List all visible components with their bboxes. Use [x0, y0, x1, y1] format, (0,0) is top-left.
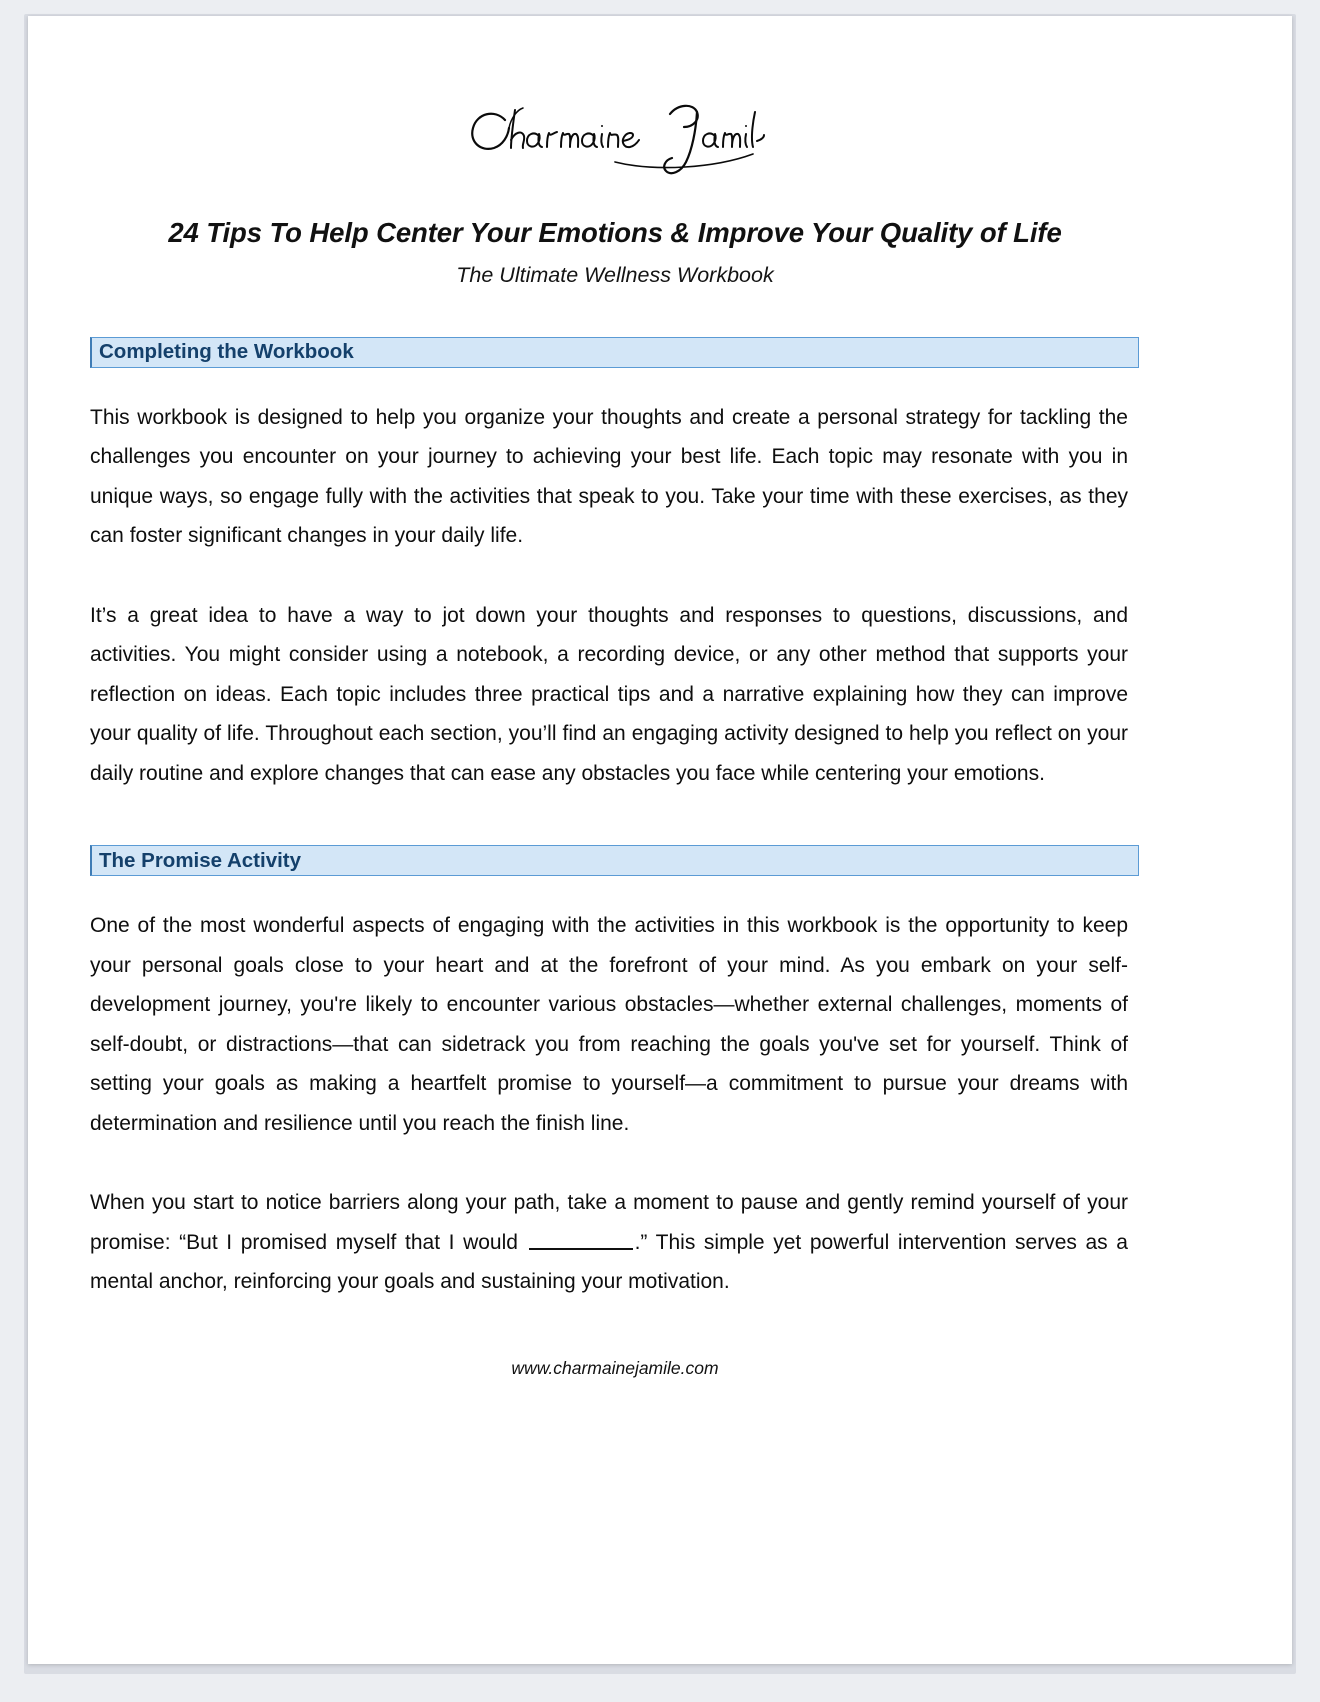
document-subtitle: The Ultimate Wellness Workbook [456, 263, 774, 287]
brand-logo [90, 90, 1140, 182]
page-content [90, 16, 1140, 1379]
paragraph: One of the most wonderful aspects of engaging with the activities in this workbook is the opportunity to keep your personal goals close to your heart and at the forefront of your mind. As you embark on your self-development journey, you're likely to encounter various obstacles—whether external challenges, moments of self-doubt, or distractions—that can sidetrack you from reaching the goals you've set for yourself. Think of setting your goals as making a heartfelt promise to yourself—a commitment to pursue your dreams with determination and resilience until you reach the finish line. [90, 914, 1128, 1135]
document-title: 24 Tips To Help Center Your Emotions & Improve Your Quality of Life [168, 217, 1062, 248]
section-body-completing-the-workbook [90, 398, 1140, 794]
document-page [28, 16, 1292, 1664]
section-header-completing-the-workbook [90, 337, 1139, 368]
paragraph-text-before-blank: When you start to notice barriers along your path, take a moment to pause and gently remind yourself of your promise: “But I promised myself that I would [90, 1191, 1128, 1254]
fill-in-blank[interactable] [529, 1231, 633, 1250]
signature-logo [465, 90, 765, 178]
section-header-label: Completing the Workbook [99, 340, 354, 364]
section-header-label: The Promise Activity [99, 848, 302, 872]
paragraph-text-after-blank: .” This simple yet powerful intervention serves as a mental anchor, reinforcing your goals and sustaining your motivation. [90, 1230, 1128, 1294]
paragraph: It’s a great idea to have a way to jot down your thoughts and responses to questions, discussions, and activities. You might consider using a notebook, a recording device, or any other method that supports your reflection on ideas. Each topic includes three practical tips and a narrative explaining how they can improve your quality of life. Throughout each section, you’ll find an engaging activity designed to help you reflect on your daily routine and explore changes that can ease any obstacles you face while centering your emotions. [90, 603, 1128, 785]
section-header-the-promise-activity [90, 845, 1139, 876]
section-body-the-promise-activity [90, 906, 1140, 1302]
footer-website-url[interactable]: www.charmainejamile.com [511, 1357, 719, 1378]
paragraph-with-blank [90, 1183, 1128, 1302]
paragraph: This workbook is designed to help you organize your thoughts and create a personal strategy for tackling the challenges you encounter on your journey to achieving your best life. Each topic may resonate with you in unique ways, so engage fully with the activities that speak to you. Take your time with these exercises, as they can foster significant changes in your daily life. [90, 405, 1128, 548]
